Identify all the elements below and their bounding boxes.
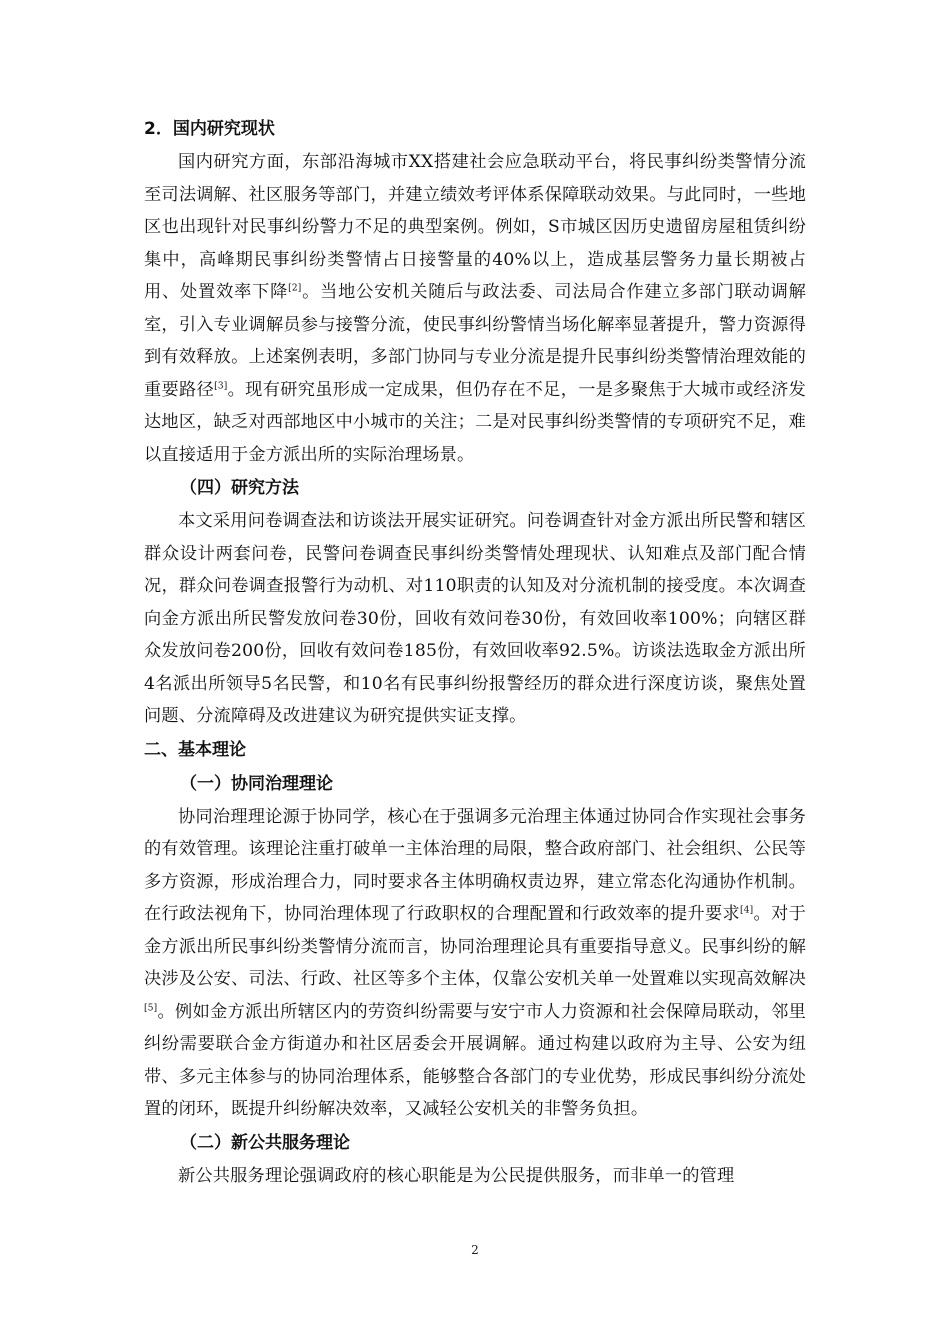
paragraph-text: 。当地公安机关随后与政法委、司法局合作建立多部门联动调解室，引入专业调解员参与接警分流，使民事纠纷警情当场化解率显著提升，警力资源得到有效释放。上述案例表明，多部门协同与专业分流是提升民事纠纷类警情治理效能的重要路径: [144, 282, 806, 400]
section-heading-methods: （四）研究方法: [180, 478, 299, 498]
paragraph-text: 。例如金方派出所辖区内的劳资纠纷需要与安宁市人力资源和社会保障局联动，邻里纠纷需要联合金方街道办和社区居委会开展调解。通过构建以政府为主导、公安为纽带、多元主体参与的协同治理体系，能够整合各部门的专业优势，形成民事纠纷分流处置的闭环，既提升纠纷解决效率，又减轻公安机关的非警务负担。: [144, 1001, 806, 1119]
section-heading-new-public-service: （二）新公共服务理论: [180, 1132, 350, 1153]
paragraph-text: 国内研究方面，东部沿海城市XX搭建社会应急联动平台，将民事纠纷类警情分流至司法调解、社区服务等部门，并建立绩效考评体系保障联动效果。与此同时，一些地区也出现针对民事纠纷警力不足的典型案例。例如，S市城区因历史遗留房屋租赁纠纷集中，高峰期民事纠纷类警情占日接警量的40%以上，造成基层警务力量长期被占用、处置效率下降: [144, 152, 806, 302]
citation-ref-5: [5]: [144, 1002, 158, 1013]
section-heading-collaborative-governance: （一）协同治理理论: [180, 773, 333, 794]
page-body: [144, 112, 806, 1192]
paragraph-text: 。对于金方派出所民事纠纷类警情分流而言，协同治理理论具有重要指导意义。民事纠纷的解决涉及公安、司法、行政、社区等多个主体，仅靠公安机关单一处置难以实现高效解决: [144, 904, 806, 989]
citation-ref-2: [2]: [288, 283, 302, 294]
citation-ref-4: [4]: [740, 905, 754, 916]
paragraph-domestic-status: [144, 146, 806, 471]
paragraph-methods: 本文采用问卷调查法和访谈法开展实证研究。问卷调查针对金方派出所民警和辖区群众设计两套问卷，民警问卷调查民事纠纷类警情处理现状、认知难点及部门配合情况，群众问卷调查报警行为动机、对110职责的认知及对分流机制的接受度。本次调查向金方派出所民警发放问卷30份，回收有效问卷30份，有效回收率100%；向辖区群众发放问卷200份，回收有效问卷185份，有效回收率92.5%。访谈法选取金方派出所4名派出所领导5名民警，和10名有民事纠纷报警经历的群众进行深度访谈，聚焦处置问题、分流障碍及改进建议为研究提供实证支撑。: [144, 511, 806, 726]
citation-ref-3: [3]: [214, 380, 228, 391]
page-number: 2: [471, 1243, 479, 1257]
paragraph-text: 。现有研究虽形成一定成果，但仍存在不足，一是多聚焦于大城市或经济发达地区，缺乏对西部地区中小城市的关注；二是对民事纠纷类警情的专项研究不足，难以直接适用于金方派出所的实际治理场景。: [144, 379, 806, 465]
paragraph-text: 协同治理理论源于协同学，核心在于强调多元治理主体通过协同合作实现社会事务的有效管理。该理论注重打破单一主体治理的局限，整合政府部门、社会组织、公民等多方资源，形成治理合力，同时要求各主体明确权责边界，建立常态化沟通协作机制。在行政法视角下，协同治理体现了行政职权的合理配置和行政效率的提升要求: [144, 806, 806, 924]
chapter-heading-theory: 二、基本理论: [144, 739, 246, 760]
paragraph-new-public-service: 新公共服务理论强调政府的核心职能是为公民提供服务，而非单一的管理: [178, 1165, 735, 1186]
section-heading-domestic-status: 2．国内研究现状: [144, 119, 275, 139]
paragraph-collaborative-governance: [144, 801, 806, 1126]
